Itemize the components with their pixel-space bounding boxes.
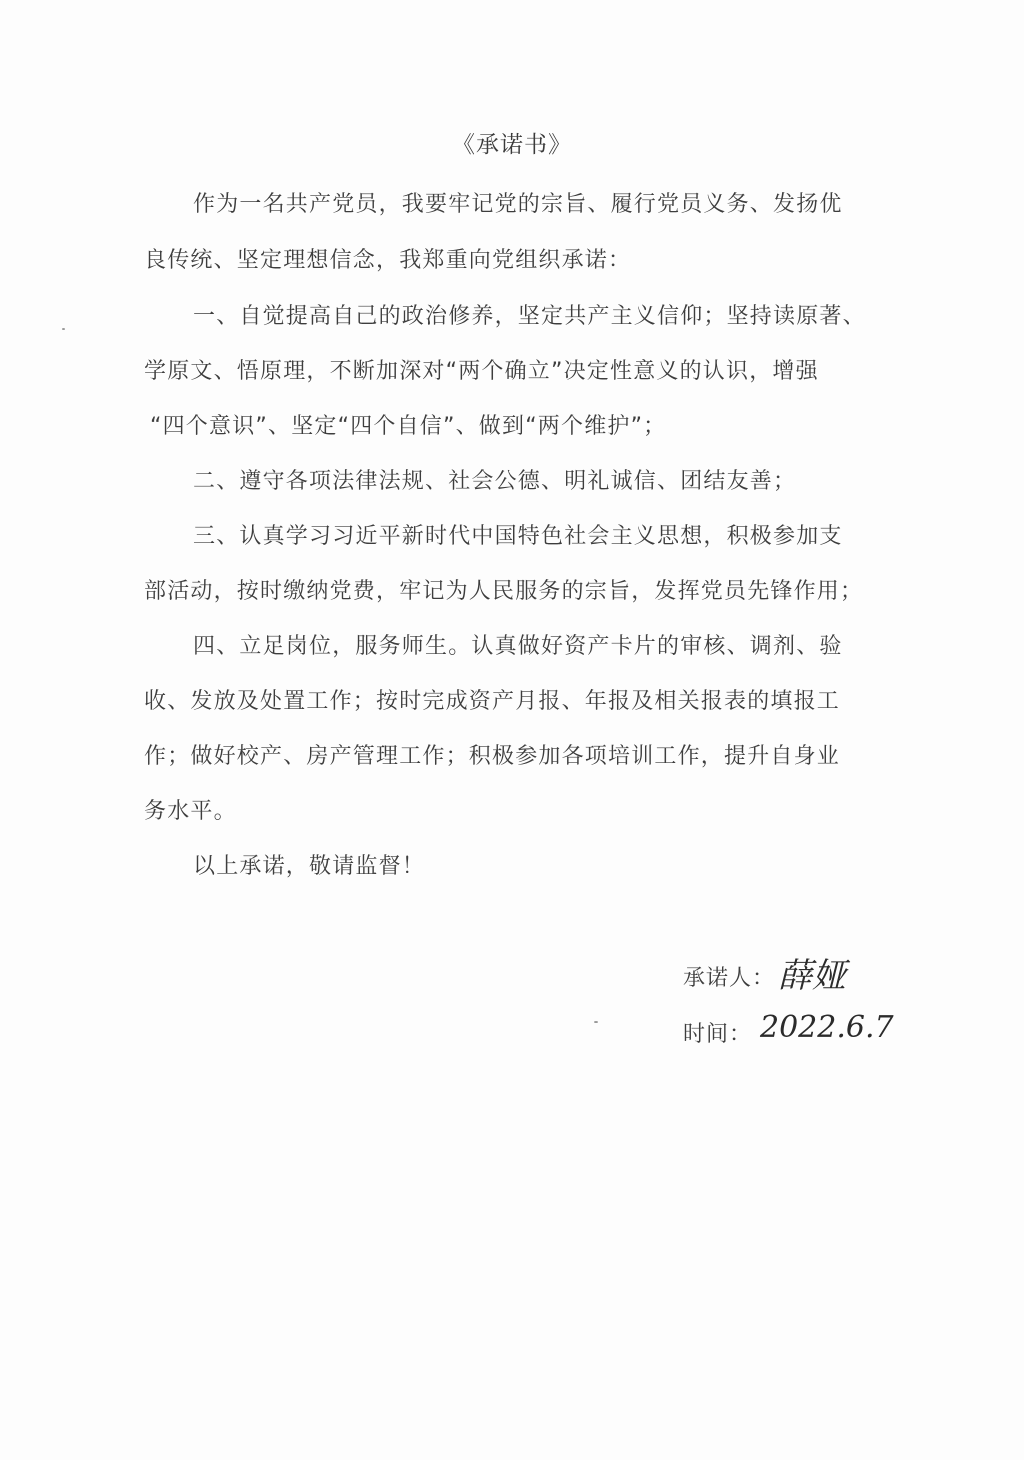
paragraph-line: 一、自觉提高自己的政治修养，坚定共产主义信仰；坚持读原著、: [193, 304, 866, 329]
scan-speck: [62, 328, 65, 330]
paragraph-line: 作；做好校产、房产管理工作；积极参加各项培训工作，提升自身业: [144, 744, 841, 769]
date-label: 时间：: [683, 1022, 753, 1047]
paragraph-line: 以上承诺，敬请监督！: [193, 854, 426, 879]
scan-speck: [594, 1021, 598, 1023]
paragraph-line: 三、认真学习习近平新时代中国特色社会主义思想，积极参加支: [193, 524, 843, 549]
paragraph-line: 务水平。: [144, 799, 237, 824]
paragraph-line: 部活动，按时缴纳党费，牢记为人民服务的宗旨，发挥党员先锋作用；: [144, 579, 864, 604]
paragraph-line: “四个意识”、坚定“四个自信”、做到“两个维护”；: [150, 414, 667, 439]
paragraph-line: 学原文、悟原理，不断加深对“两个确立”决定性意义的认识，增强: [144, 359, 819, 384]
paragraph-line: 二、遵守各项法律法规、社会公德、明礼诚信、团结友善；: [193, 469, 797, 494]
paragraph-line: 四、立足岗位，服务师生。认真做好资产卡片的审核、调剂、验: [193, 634, 843, 659]
paragraph-line: 良传统、坚定理想信念，我郑重向党组织承诺：: [144, 248, 632, 273]
signature-handwriting: 薛娅: [778, 956, 846, 996]
document-title: 《承诺书》: [452, 132, 572, 158]
date-handwriting: 2022.6.7: [760, 1010, 894, 1045]
paragraph-line: 作为一名共产党员，我要牢记党的宗旨、履行党员义务、发扬优: [193, 192, 843, 217]
signature-label: 承诺人：: [683, 966, 776, 991]
paragraph-line: 收、发放及处置工作；按时完成资产月报、年报及相关报表的填报工: [144, 689, 841, 714]
